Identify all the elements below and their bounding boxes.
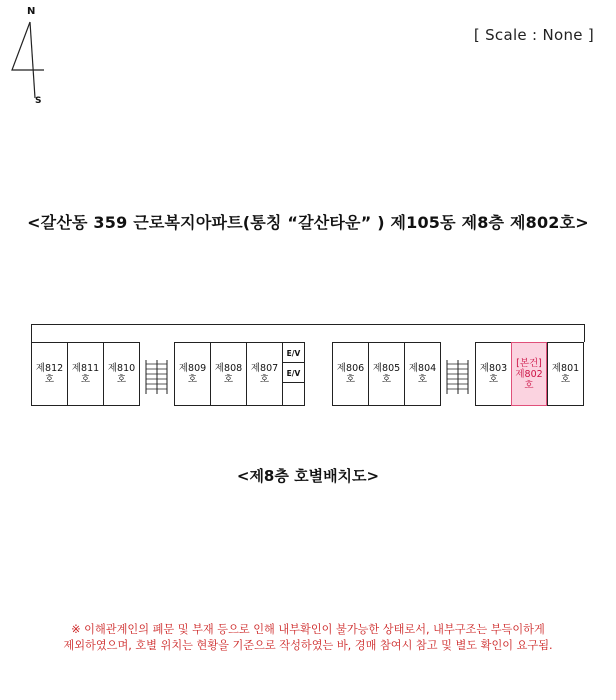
unit-802-target	[511, 342, 547, 406]
unit-label: 제804호	[408, 363, 437, 385]
north-arrow-icon	[6, 6, 50, 106]
unit-809	[174, 342, 211, 406]
unit-805	[368, 342, 405, 406]
floor-plan	[31, 324, 585, 406]
unit-label: 제803호	[479, 363, 508, 385]
elevator-label-top: E/V	[283, 344, 304, 363]
unit-806	[332, 342, 369, 406]
elevator-label-bottom: E/V	[283, 364, 304, 383]
unit-label: 제812호	[35, 363, 64, 385]
unit-808	[210, 342, 247, 406]
unit-807	[246, 342, 283, 406]
north-label: N	[27, 6, 36, 17]
disclaimer-note	[0, 622, 616, 654]
unit-810	[103, 342, 140, 406]
unit-812	[31, 342, 68, 406]
unit-label: [본건] 제802호	[515, 357, 543, 391]
scale-label: [ Scale : None ]	[473, 26, 594, 44]
corridor	[31, 324, 585, 342]
elevator	[282, 342, 305, 406]
unit-label: 제808호	[214, 363, 243, 385]
unit-label: 제805호	[372, 363, 401, 385]
unit-row	[31, 342, 585, 406]
unit-801	[547, 342, 584, 406]
unit-label: 제807호	[250, 363, 279, 385]
plan-subtitle: <제8층 호별배치도>	[236, 467, 380, 485]
unit-label: 제809호	[178, 363, 207, 385]
unit-803	[475, 342, 512, 406]
unit-label: 제806호	[336, 363, 365, 385]
note-line-1: ※ 이해관계인의 폐문 및 부재 등으로 인해 내부확인이 불가능한 상태로서, 내부구조는 부득이하게	[71, 623, 545, 636]
unit-804	[404, 342, 441, 406]
unit-label: 제810호	[107, 363, 136, 385]
unit-label: 제811호	[71, 363, 100, 385]
unit-label: 제801호	[551, 363, 580, 385]
unit-811	[67, 342, 104, 406]
south-label: S	[35, 96, 42, 106]
note-line-2: 제외하였으며, 호별 위치는 현황을 기준으로 작성하였는 바, 경매 참여시 참고 및 별도 확인이 요구됨.	[63, 639, 553, 652]
page-title: <갈산동 359 근로복지아파트(통칭 “갈산타운” ) 제105동 제8층 제802호>	[27, 213, 589, 232]
north-arrow	[6, 6, 50, 106]
staircase-icon	[139, 342, 175, 404]
staircase-icon	[440, 342, 476, 404]
